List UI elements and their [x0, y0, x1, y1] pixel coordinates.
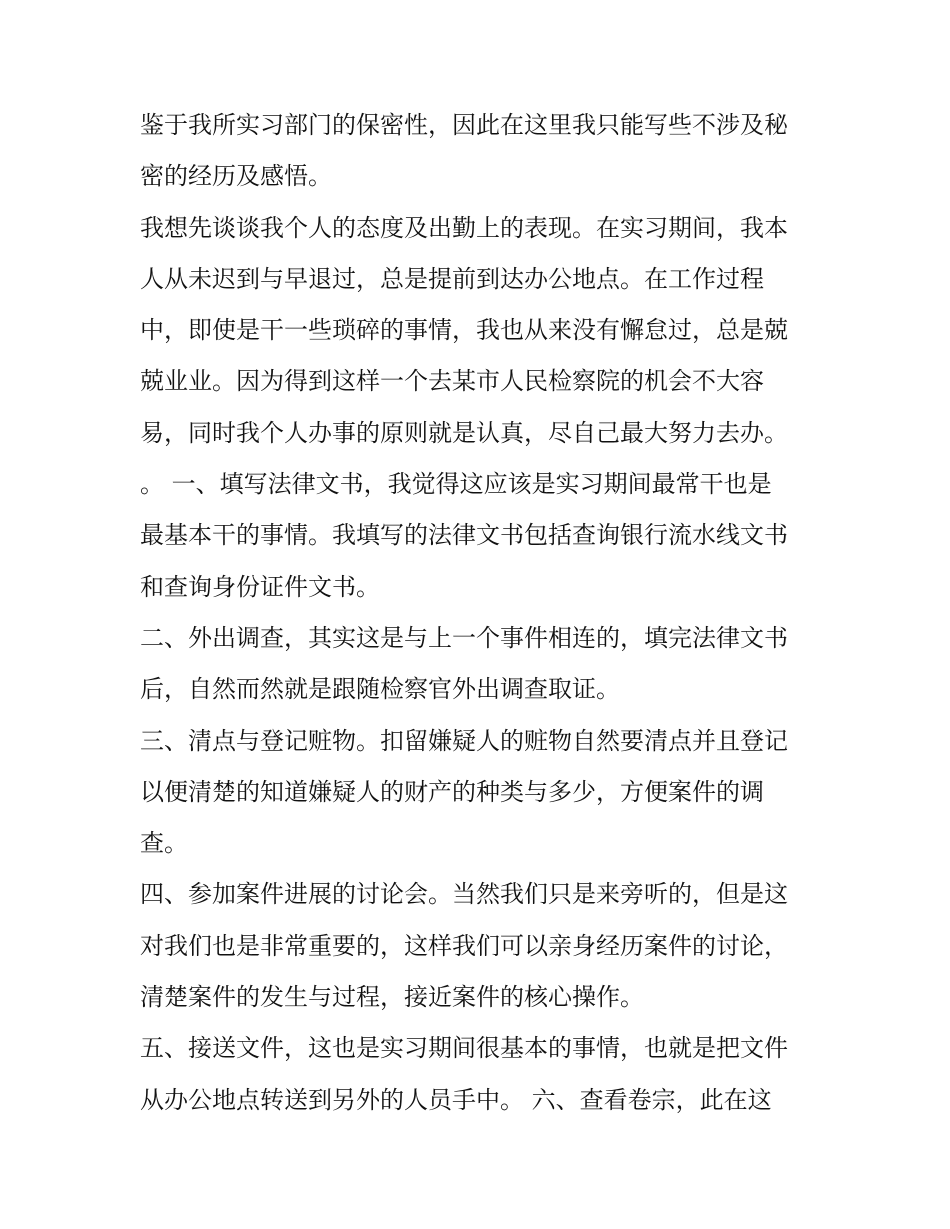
text-line: 和查询身份证件文书。 — [140, 572, 380, 601]
text-line: 最基本干的事情。我填写的法律文书包括查询银行流水线文书 — [140, 521, 788, 550]
text-line: 四、参加案件进展的讨论会。当然我们只是来旁听的，但是这 — [140, 880, 788, 909]
text-line: 兢业业。因为得到这样一个去某市人民检察院的机会不大容 — [140, 367, 764, 396]
text-line: 从办公地点转送到另外的人员手中。 六、查看卷宗，此在这 — [140, 1085, 772, 1114]
text-line: 密的经历及感悟。 — [140, 162, 332, 191]
text-line: 以便清楚的知道嫌疑人的财产的种类与多少，方便案件的调 — [140, 777, 764, 806]
text-line: 后，自然而然就是跟随检察官外出调查取证。 — [140, 675, 620, 704]
text-line: 易，同时我个人办事的原则就是认真，尽自己最大努力去办。 — [140, 418, 788, 447]
text-line: 清楚案件的发生与过程，接近案件的核心操作。 — [140, 983, 644, 1012]
document-body — [140, 100, 820, 1126]
text-line: 三、清点与登记赃物。扣留嫌疑人的赃物自然要清点并且登记 — [140, 726, 788, 755]
text-line: 查。 — [140, 829, 188, 858]
text-line: 中，即使是干一些琐碎的事情，我也从来没有懈怠过，总是兢 — [140, 316, 788, 345]
text-line: 我想先谈谈我个人的态度及出勤上的表现。在实习期间，我本 — [140, 213, 788, 242]
text-line: 人从未迟到与早退过，总是提前到达办公地点。在工作过程 — [140, 264, 764, 293]
text-line: 对我们也是非常重要的，这样我们可以亲身经历案件的讨论， — [140, 931, 788, 960]
text-line: 五、接送文件，这也是实习期间很基本的事情，也就是把文件 — [140, 1034, 788, 1063]
text-line: 。 一、填写法律文书，我觉得这应该是实习期间最常干也是 — [140, 470, 772, 499]
text-line: 二、外出调查，其实这是与上一个事件相连的，填完法律文书 — [140, 623, 788, 652]
text-line: 鉴于我所实习部门的保密性，因此在这里我只能写些不涉及秘 — [140, 111, 788, 139]
